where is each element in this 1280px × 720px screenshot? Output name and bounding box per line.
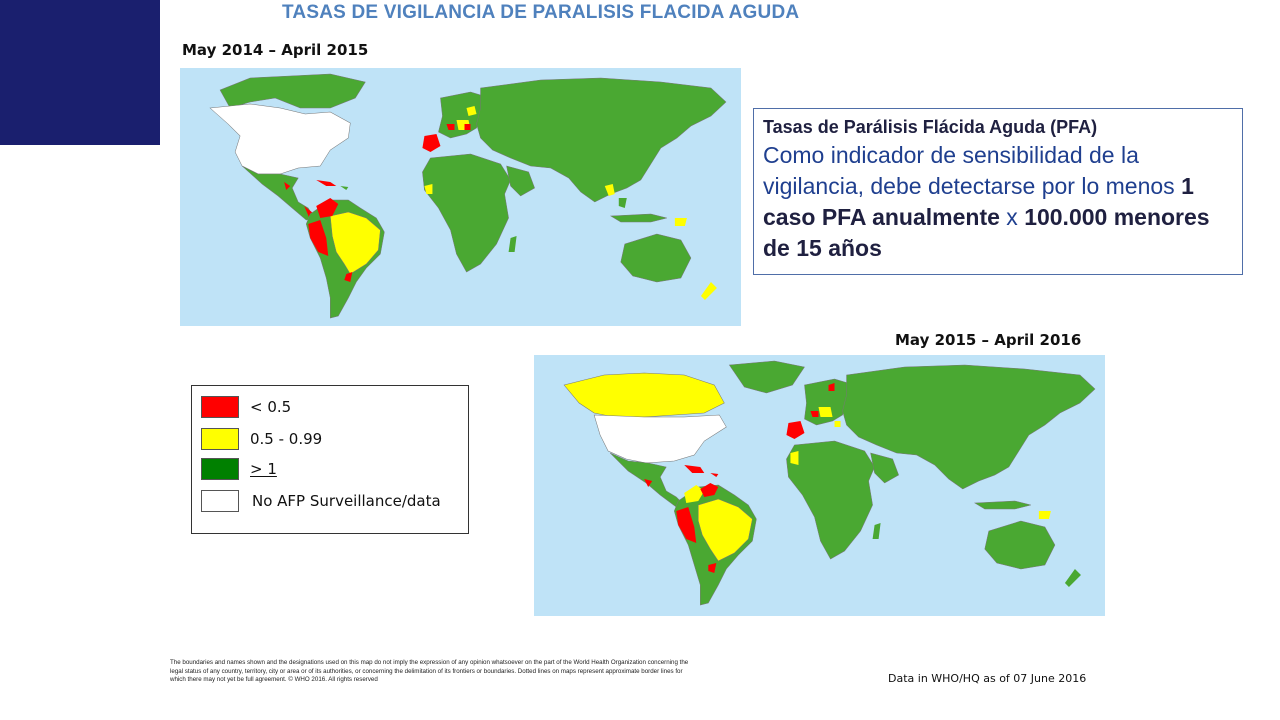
legend-item-mid (201, 428, 322, 450)
info-body-bold-1: 1 caso PFA anualmente (763, 173, 1194, 230)
afp-info-box (753, 108, 1243, 275)
legend-label-high: > 1 (250, 460, 277, 478)
map-2-period-label: May 2015 – April 2016 (895, 331, 1082, 349)
legend-item-none (201, 490, 441, 512)
legend-item-low (201, 396, 291, 418)
info-body (763, 140, 1233, 264)
legend-label-none: No AFP Surveillance/data (252, 492, 441, 510)
corner-accent-block (0, 0, 160, 145)
world-map-2015-2016 (534, 355, 1105, 616)
data-source-note: Data in WHO/HQ as of 07 June 2016 (888, 672, 1087, 685)
legend-swatch-white (201, 490, 239, 512)
slide-title: TASAS DE VIGILANCIA DE PARALISIS FLACIDA AGUDA (282, 2, 800, 23)
info-body-text-1: Como indicador de sensibilidad de la vigilancia, debe detectarse por lo menos (763, 142, 1182, 199)
info-body-text-2: x (999, 204, 1025, 230)
legend-swatch-red (201, 396, 239, 418)
legend-swatch-green (201, 458, 239, 480)
info-heading: Tasas de Parálisis Flácida Aguda (PFA) (763, 117, 1098, 137)
legend-item-high (201, 458, 277, 480)
map-disclaimer: The boundaries and names shown and the designations used on this map do not imply the expression of any opinion whatsoever on the part of the World Health Organization concerning the legal status of any country, territory, city or area or of its authorities, or concerning the delimitation of its frontiers or boundaries. Dotted lines on maps represent approximate border lines for which there may not yet be full agreement. © WHO 2016. All rights reserved (170, 659, 689, 684)
legend-label-low: < 0.5 (250, 398, 292, 416)
info-body-bold-2: 100.000 menores de 15 años (763, 204, 1210, 261)
legend-label-mid: 0.5 - 0.99 (250, 430, 323, 448)
world-map-2014-2015 (180, 68, 741, 326)
map-legend (191, 385, 469, 534)
map-1-period-label: May 2014 – April 2015 (182, 41, 369, 59)
legend-swatch-yellow (201, 428, 239, 450)
